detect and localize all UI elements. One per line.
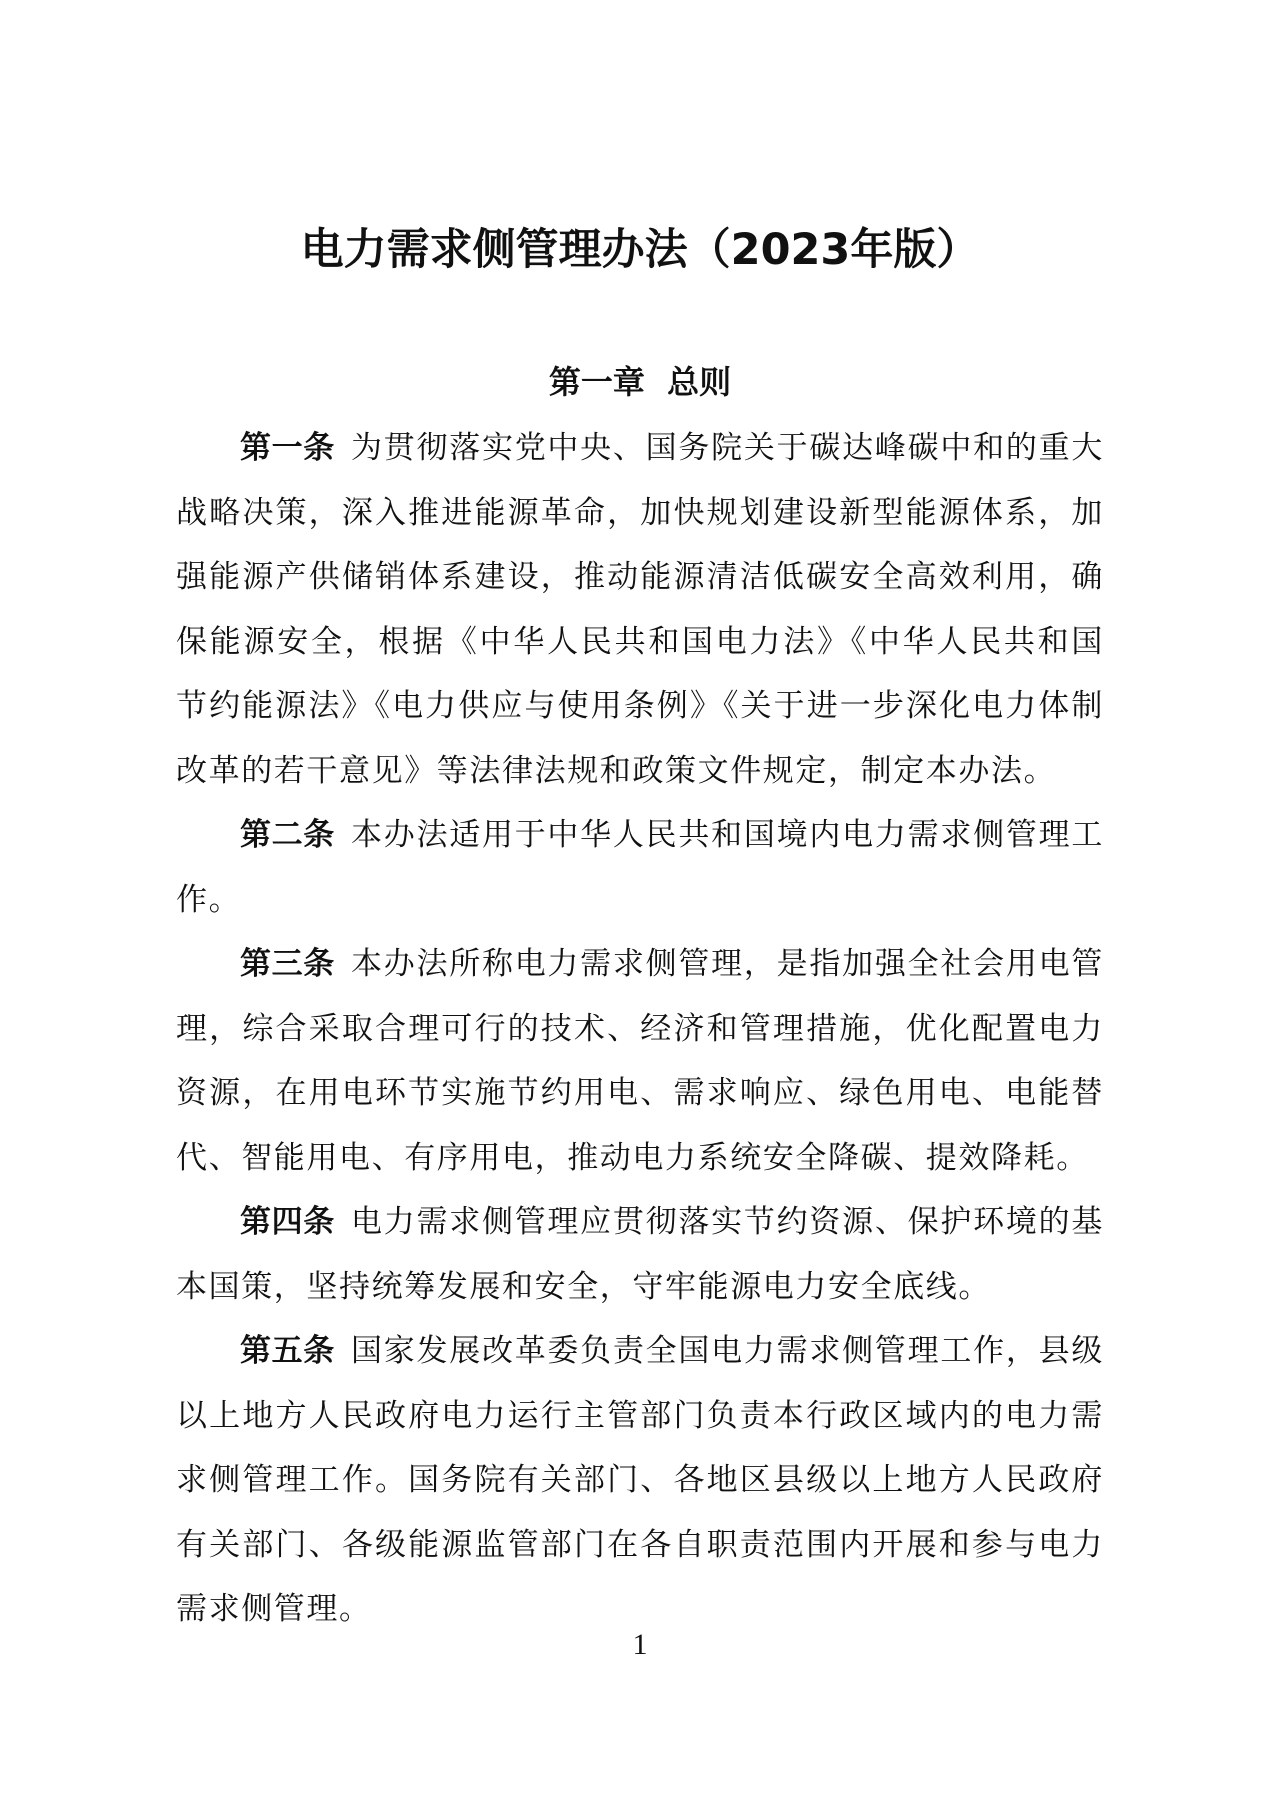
article-1	[176, 416, 1104, 803]
article-text: 国家发展改革委负责全国电力需求侧管理工作，县级以上地方人民政府电力运行主管部门负责本行政区域内的电力需求侧管理工作。国务院有关部门、各地区县级以上地方人民政府有关部门、各级能源监管部门在各自职责范围内开展和参与电力需求侧管理。	[176, 1333, 1104, 1627]
article-3	[176, 932, 1104, 1190]
article-label: 第二条	[240, 817, 335, 853]
article-label: 第五条	[240, 1333, 335, 1369]
chapter-heading: 第一章 总则	[548, 363, 732, 401]
article-2	[176, 803, 1104, 932]
article-5	[176, 1319, 1104, 1642]
article-4	[176, 1190, 1104, 1319]
article-text: 电力需求侧管理应贯彻落实节约资源、保护环境的基本国策，坚持统筹发展和安全，守牢能源电力安全底线。	[176, 1204, 1104, 1305]
article-text: 为贯彻落实党中央、国务院关于碳达峰碳中和的重大战略决策，深入推进能源革命，加快规划建设新型能源体系，加强能源产供储销体系建设，推动能源清洁低碳安全高效利用，确保能源安全，根据《中华人民共和国电力法》《中华人民共和国节约能源法》《电力供应与使用条例》《关于进一步深化电力体制改革的若干意见》等法律法规和政策文件规定，制定本办法。	[176, 430, 1104, 789]
article-label: 第四条	[240, 1204, 335, 1240]
article-label: 第一条	[240, 430, 335, 466]
document-title: 电力需求侧管理办法（2023年版）	[300, 225, 980, 275]
document-body	[176, 416, 1104, 1642]
page-number: 1	[632, 1628, 648, 1661]
article-text: 本办法适用于中华人民共和国境内电力需求侧管理工作。	[176, 817, 1104, 918]
article-label: 第三条	[240, 946, 335, 982]
article-text: 本办法所称电力需求侧管理，是指加强全社会用电管理，综合采取合理可行的技术、经济和管理措施，优化配置电力资源，在用电环节实施节约用电、需求响应、绿色用电、电能替代、智能用电、有序用电，推动电力系统安全降碳、提效降耗。	[176, 946, 1104, 1176]
